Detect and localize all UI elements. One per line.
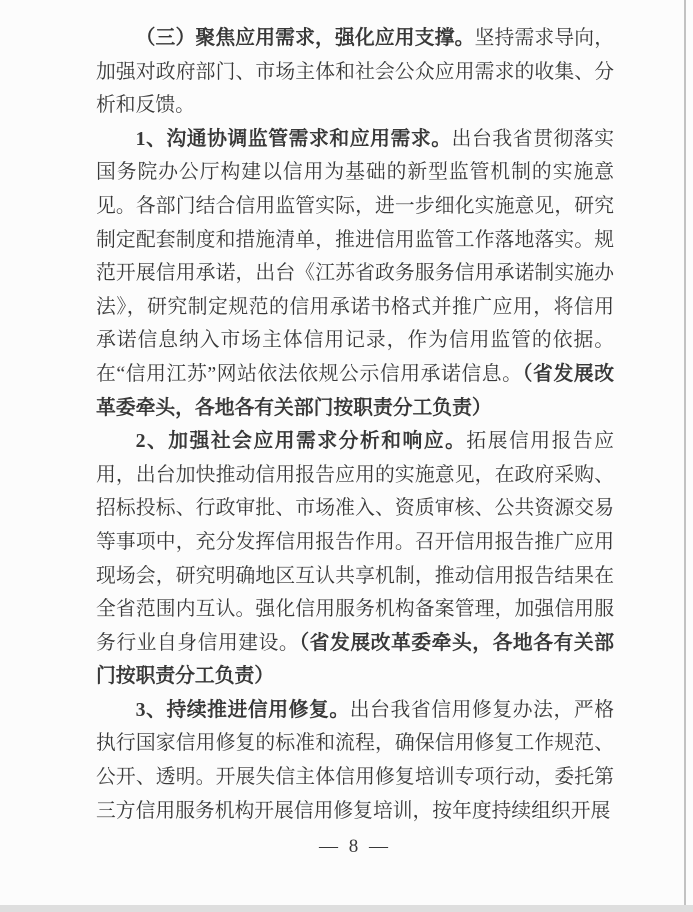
paragraph-text: 出台我省贯彻落实国务院办公厅构建以信用为基础的新型监管机制的实施意见。各部门结合信用监管实际，进一步细化实施意见，研究制定配套制度和措施清单，推进信用监管工作落地落实。规范开展信用承诺，出台《江苏省政务服务信用承诺制实施办法》，研究制定规范的信用承诺书格式并推广应用，将信用承诺信息纳入市场主体信用记录，作为信用监管的依据。在“信用江苏”网站依法依规公示信用承诺信息。 <box>96 127 614 385</box>
item-1-heading: 1、沟通协调监管需求和应用需求。 <box>135 127 452 150</box>
scan-edge-right <box>684 0 686 905</box>
paragraph-text: 坚持需求导向，加强对政府部门、市场主体和社会公众应用需求的收集、分析和反馈。 <box>96 27 614 117</box>
paragraph-text: 出台我省信用修复办法，严格执行国家信用修复的标准和流程，确保信用修复工作规范、公开、透明。开展失信主体信用修复培训专项行动，委托第三方信用服务机构开展信用修复培训，按年度持续组织开展 <box>96 698 614 822</box>
paragraph-item-3 <box>96 694 614 828</box>
paragraph-text: 拓展信用报告应用，出台加快推动信用报告应用的实施意见，在政府采购、招标投标、行政审批、市场准入、资质审核、公共资源交易等事项中，充分发挥信用报告作用。召开信用报告推广应用现场会，研究明确地区互认共享机制，推动信用报告结果在全省范围内互认。强化信用服务机构备案管理，加强信用服务行业自身信用建设。 <box>96 430 614 654</box>
responsibility-note: （省发展改革委牵头，各地各有关部门按职责分工负责） <box>96 631 614 688</box>
section-heading-label: （三）聚焦应用需求，强化应用支撑。 <box>135 27 475 49</box>
paragraph-item-1 <box>96 123 614 425</box>
page-number: — 8 — <box>319 836 391 857</box>
document-body <box>96 22 614 828</box>
item-2-heading: 2、加强社会应用需求分析和响应。 <box>135 430 467 453</box>
scan-edge-bottom <box>0 905 693 912</box>
paragraph-section-heading <box>96 22 614 123</box>
item-3-heading: 3、持续推进信用修复。 <box>135 698 350 721</box>
responsibility-note: （省发展改革委牵头，各地各有关部门按职责分工负责） <box>96 362 615 419</box>
paragraph-item-2 <box>96 425 614 694</box>
